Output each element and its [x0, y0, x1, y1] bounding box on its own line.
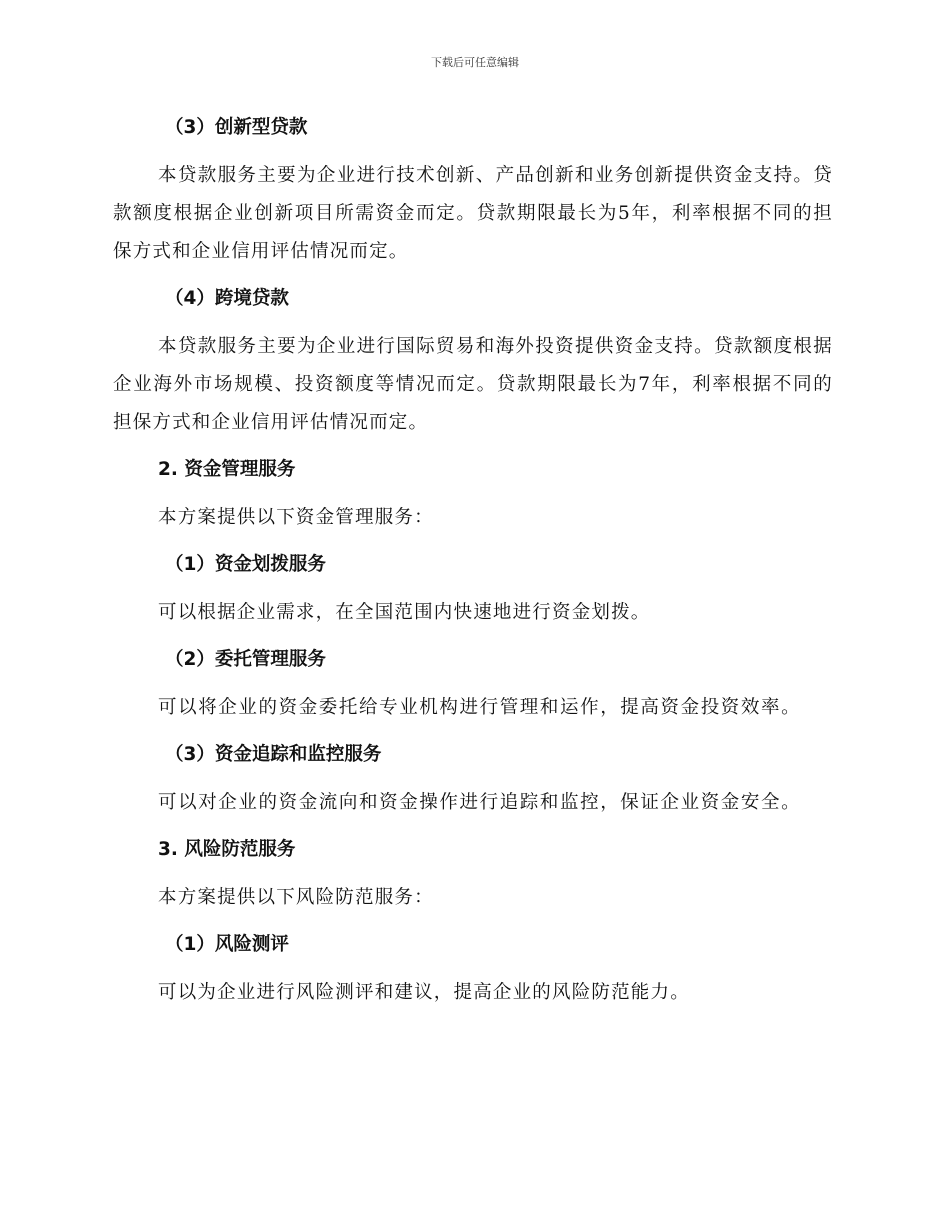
- subheading-risk-assessment: （1）风险测评: [165, 934, 289, 955]
- paragraph-fund-transfer: 可以根据企业需求，在全国范围内快速地进行资金划拨。: [158, 602, 651, 623]
- section-heading-risk-prevention: 3. 风险防范服务: [158, 839, 296, 860]
- paragraph-cross-border-loan: 本贷款服务主要为企业进行国际贸易和海外投资提供资金支持。贷款额度根据企业海外市场规模、投资额度等情况而定。贷款期限最长为7年，利率根据不同的担保方式和企业信用评估情况而定。: [113, 336, 833, 433]
- page-header: 下载后可任意编辑: [431, 56, 519, 69]
- subheading-innovative-loan: （3）创新型贷款: [165, 117, 308, 138]
- paragraph-fund-management-intro: 本方案提供以下资金管理服务：: [158, 507, 434, 528]
- document-body: [113, 112, 833, 1024]
- subheading-fund-transfer: （1）资金划拨服务: [165, 554, 326, 575]
- paragraph-entrusted-management: 可以将企业的资金委托给专业机构进行管理和运作，提高资金投资效率。: [158, 697, 802, 718]
- section-heading-fund-management: 2. 资金管理服务: [158, 459, 296, 480]
- paragraph-fund-tracking: 可以对企业的资金流向和资金操作进行追踪和监控，保证企业资金安全。: [158, 792, 802, 813]
- paragraph-innovative-loan: 本贷款服务主要为企业进行技术创新、产品创新和业务创新提供资金支持。贷款额度根据企业创新项目所需资金而定。贷款期限最长为5年，利率根据不同的担保方式和企业信用评估情况而定。: [113, 165, 833, 262]
- subheading-entrusted-management: （2）委托管理服务: [165, 649, 326, 670]
- subheading-cross-border-loan: （4）跨境贷款: [165, 288, 289, 309]
- paragraph-risk-prevention-intro: 本方案提供以下风险防范服务：: [158, 887, 434, 908]
- paragraph-risk-assessment: 可以为企业进行风险测评和建议，提高企业的风险防范能力。: [158, 982, 690, 1003]
- subheading-fund-tracking: （3）资金追踪和监控服务: [165, 744, 382, 765]
